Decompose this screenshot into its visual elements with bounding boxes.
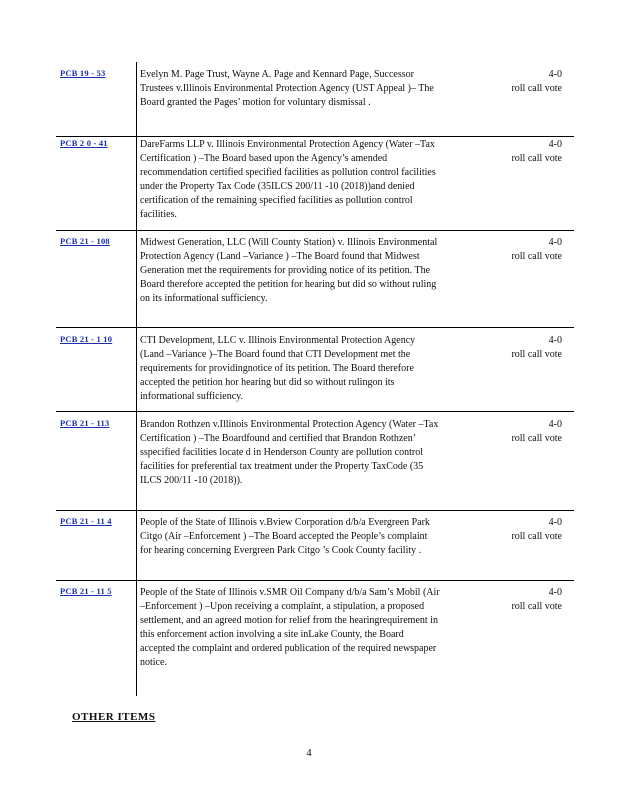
- entry-description: People of the State of Illinois v.Bview Corporation d/b/a Evergreen Park Citgo (Air –Enforcement ) –The Board accepted the People’s complaint for hearing concerning Evergreen Park Citgo ’s Cook County facility .: [140, 517, 430, 556]
- row-divider: [56, 510, 574, 511]
- case-link-pcb-21-115[interactable]: PCB 21 - 11 5: [60, 586, 112, 596]
- vote-tally: 4-0 roll call vote: [511, 237, 562, 262]
- row-divider: [56, 230, 574, 231]
- vote-tally: 4-0 roll call vote: [511, 419, 562, 444]
- row-divider: [56, 580, 574, 581]
- column-divider: [136, 62, 137, 696]
- entry-description: DareFarms LLP v. Illinois Environmental Protection Agency (Water –Tax Certification ) –The Board based upon the Agency’s amended recommendation certified specified facilities as pollution control facilities under the Property Tax Code (35ILCS 200/11 -10 (2018))and denied certification of the remaining specified facilities as pollution control facilities.: [140, 139, 436, 220]
- case-link-pcb-19-53[interactable]: PCB 19 - 53: [60, 68, 106, 78]
- vote-tally: 4-0 roll call vote: [511, 335, 562, 360]
- entry-description: People of the State of Illinois v.SMR Oil Company d/b/a Sam’s Mobil (Air –Enforcement ) –Upon receiving a complaint, a stipulation, a proposed settlement, and an agreed motion for relief from the hearingrequirement in this enforcement action involving a site inLake County, the Board accepted the complaint and ordered publication of the required newspaper notice.: [140, 587, 440, 668]
- entry-description: CTI Development, LLC v. Illinois Environmental Protection Agency (Land –Variance )–The Board found that CTI Development met the requirements for providingnotice of its petition. The Board therefore accepted the petition hor hearing but did so without rulingon its informational sufficiency.: [140, 335, 416, 402]
- case-link-pcb-20-41[interactable]: PCB 2 0 - 41: [60, 138, 108, 148]
- case-link-pcb-21-114[interactable]: PCB 21 - 11 4: [60, 516, 112, 526]
- vote-tally: 4-0 roll call vote: [511, 69, 562, 94]
- row-divider: [56, 327, 574, 328]
- case-link-pcb-21-108[interactable]: PCB 21 - 108: [60, 236, 110, 246]
- case-link-pcb-21-113[interactable]: PCB 21 - 113: [60, 418, 110, 428]
- page-number: 4: [306, 748, 312, 759]
- row-divider: [56, 411, 574, 412]
- vote-tally: 4-0 roll call vote: [511, 517, 562, 542]
- entry-description: Midwest Generation, LLC (Will County Station) v. Illinois Environmental Protection Agency (Land –Variance ) –The Board found that Midwest Generation met the requirements for providing notice of its petition. The Board therefore accepted the petition for hearing but did so without ruling on its informational sufficiency.: [140, 237, 438, 304]
- entry-description: Brandon Rothzen v.Illinois Environmental Protection Agency (Water –Tax Certification ) –The Boardfound and certified that Brandon Rothzen’ sspecified facilities locate d in Henderson County are pollution control facilities for preferential tax treatment under the Property TaxCode (35 ILCS 200/11 -10 (2018)).: [140, 419, 439, 486]
- vote-tally: 4-0 roll call vote: [511, 139, 562, 164]
- vote-tally: 4-0 roll call vote: [511, 587, 562, 612]
- section-heading-other-items: OTHER ITEMS: [72, 711, 156, 723]
- row-divider: [56, 136, 574, 137]
- entry-description: Evelyn M. Page Trust, Wayne A. Page and Kennard Page, Successor Trustees v.Illinois Environmental Protection Agency (UST Appeal )– The Board granted the Pages’ motion for voluntary dismissal .: [140, 69, 434, 108]
- case-link-pcb-21-110[interactable]: PCB 21 - 1 10: [60, 334, 113, 344]
